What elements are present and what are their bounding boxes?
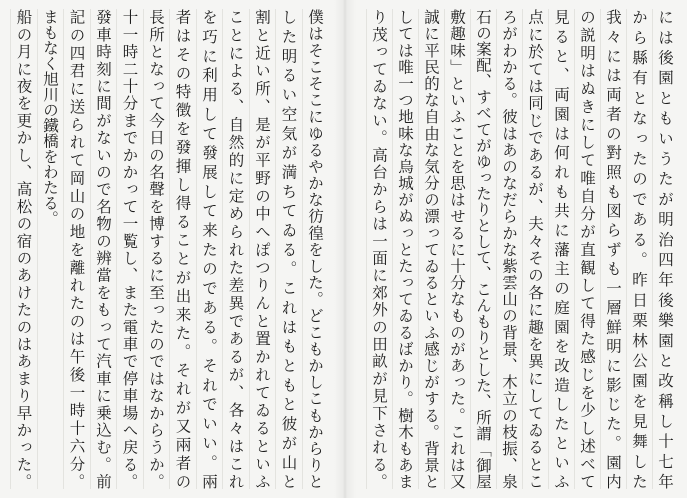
left-page [8, 9, 328, 489]
text-column: 記の四君に送られて岡山の地を離れたのは午後一時十六分。 [63, 9, 90, 489]
text-column: り茂ってゐない。高台からは一面に郊外の田畝が見下される。 [366, 9, 392, 489]
text-column: 十一時二十分までかかって一覧し、また電車で停車場へ戻る。 [116, 9, 143, 489]
text-column: 点に於ては同じであるが、夫々その各に趣を異にしてゐるとこ [522, 9, 548, 489]
text-column: を巧に利用して發展して来たのである。それでいい。兩 [196, 9, 223, 489]
text-column: 敷趣味」といふことを思はせるに十分なものがあった。これは又 [444, 9, 470, 489]
text-column: 僕はそこそこにゆるやかな彷徨をした。どこもかしこもからりと [302, 9, 329, 489]
text-column: しては唯一つ地味な烏城がぬっとたってゐるばかり。樹木もあま [392, 9, 418, 489]
text-column: 誠に平民的な自由な気分の漂ってゐるといふ感じがする。背景と [418, 9, 444, 489]
text-column: まもなく旭川の鐵橋をわたる。 [37, 9, 64, 489]
text-column: した明るい空気が満ちてゐる。これはもともと彼が山と [275, 9, 302, 489]
text-column: ことによる、自然的に定められた差異であるが、各々はこれ [222, 9, 249, 489]
text-column: から縣有となったのである。昨日栗林公園を見舞した [626, 9, 652, 489]
text-column: 我々には両者の對照も図らずも一層鮮明に影じた。園内 [600, 9, 626, 489]
text-column: 發車時刻に間がないので名物の辨當をもって汽車に乗込む。前 [90, 9, 117, 489]
text-column: 船の月に夜を更かし、高松の宿のあけたのはあまり早かった。 [10, 9, 37, 489]
text-column: 見ると、両園は何れも共に藩主の庭園を改造したといふ [548, 9, 574, 489]
text-column: 石の案配、すべてがゆったりとして、こんもりとした、所謂「御屋 [470, 9, 496, 489]
right-page [362, 9, 678, 489]
text-column: 割と近い所、是が平野の中へぽつりんと置かれてゐるといふ [249, 9, 276, 489]
page-fold [334, 0, 356, 498]
text-column: の説明はぬきにして唯自分が直観して得た感じを少し述べて [574, 9, 600, 489]
text-column: 長所となって今日の名聲を博するに至ったのではなからうか。 [143, 9, 170, 489]
text-column: 者はその特徴を發揮し得ることが出来た。それが又兩者の [169, 9, 196, 489]
text-column: ろがわかる。彼はあのなだらかな紫雲山の背景、木立の枝振、泉 [496, 9, 522, 489]
text-column: には後園ともいうたが明治四年後樂園と改稱し十七年 [652, 9, 678, 489]
